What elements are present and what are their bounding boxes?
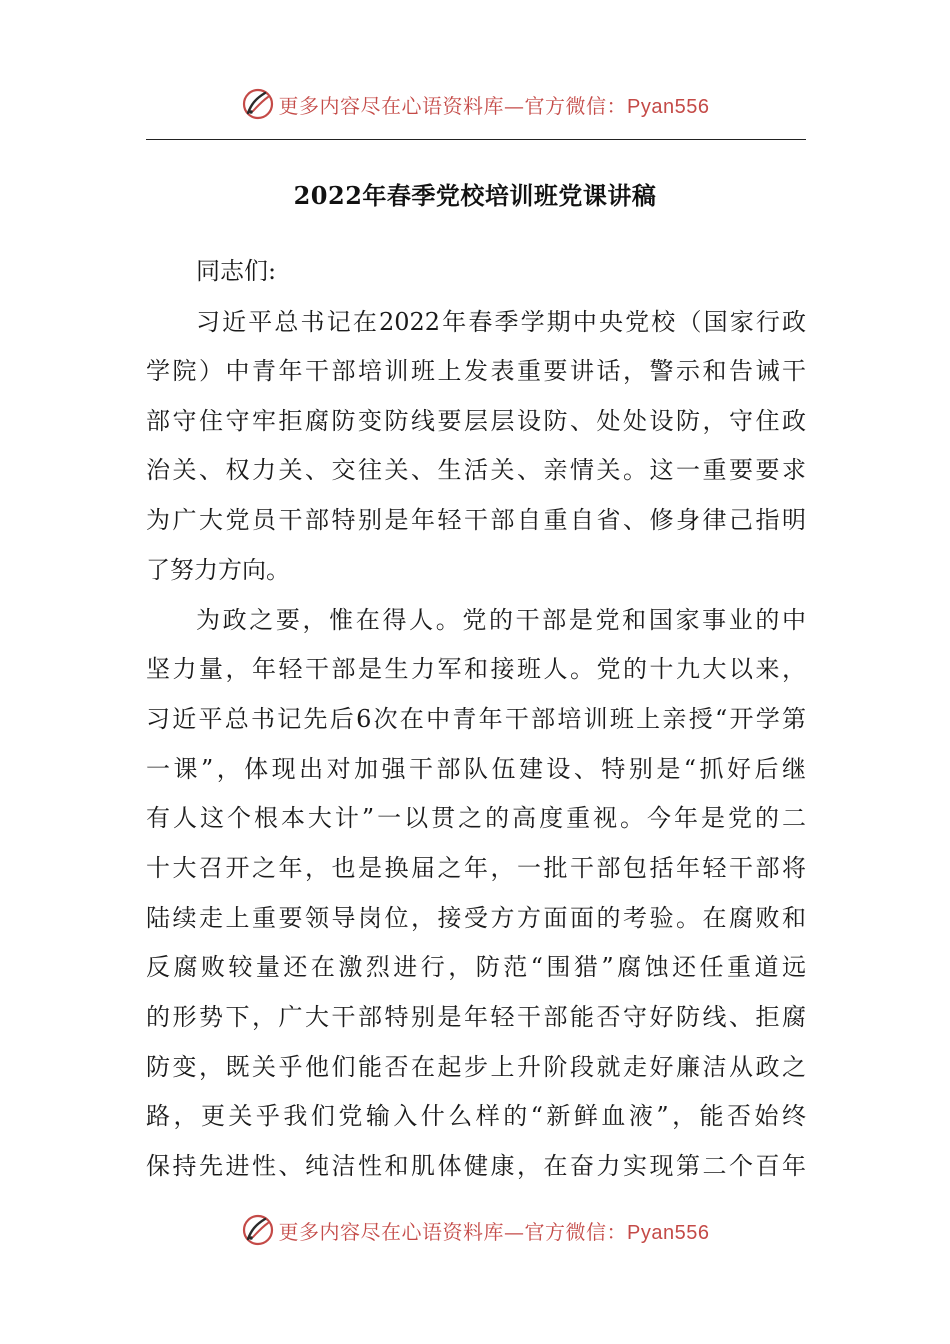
body-line: 学院）中青年干部培训班上发表重要讲话，警示和告诫干 bbox=[146, 357, 806, 385]
body-line: 反腐败较量还在激烈进行，防范“围猎”腐蚀还任重道远 bbox=[146, 953, 806, 981]
banner-wechat-id: Pyan556 bbox=[627, 1221, 710, 1244]
body-line: 保持先进性、纯洁性和肌体健康，在奋力实现第二个百年 bbox=[146, 1152, 806, 1180]
banner-text bbox=[279, 90, 710, 119]
footer-banner bbox=[0, 1210, 950, 1250]
body-line: 了努力方向。 bbox=[146, 556, 290, 584]
banner-main-text: 更多内容尽在心语资料库—官方微信： bbox=[278, 93, 628, 118]
body-line: 十大召开之年，也是换届之年，一批干部包括年轻干部将 bbox=[146, 854, 806, 882]
body-line: 有人这个根本大计”一以贯之的高度重视。今年是党的二 bbox=[146, 804, 806, 832]
body-line: 一课”，体现出对加强干部队伍建设、特别是“抓好后继 bbox=[146, 755, 806, 783]
body-line: 防变，既关乎他们能否在起步上升阶段就走好廉洁从政之 bbox=[146, 1053, 806, 1081]
body-line: 陆续走上重要领导岗位，接受方方面面的考验。在腐败和 bbox=[146, 904, 806, 932]
pen-logo-icon bbox=[241, 1213, 275, 1247]
banner-text bbox=[279, 1216, 710, 1245]
body-line: 治关、权力关、交往关、生活关、亲情关。这一重要要求 bbox=[146, 456, 806, 484]
body-line: 坚力量，年轻干部是生力军和接班人。党的十九大以来， bbox=[146, 655, 806, 683]
body-line: 习近平总书记先后6次在中青年干部培训班上亲授“开学第 bbox=[146, 705, 806, 733]
header-banner bbox=[0, 84, 950, 124]
pen-logo-icon bbox=[241, 87, 275, 121]
body-line: 的形势下，广大干部特别是年轻干部能否守好防线、拒腐 bbox=[146, 1003, 806, 1031]
salutation: 同志们: bbox=[196, 257, 277, 285]
header-divider bbox=[146, 139, 806, 140]
body-line: 部守住守牢拒腐防变防线要层层设防、处处设防，守住政 bbox=[146, 407, 806, 435]
banner-wechat-id: Pyan556 bbox=[627, 95, 710, 118]
document-title: 2022年春季党校培训班党课讲稿 bbox=[293, 181, 657, 210]
body-line: 为广大党员干部特别是年轻干部自重自省、修身律己指明 bbox=[146, 506, 806, 534]
body-line: 习近平总书记在2022年春季学期中央党校（国家行政 bbox=[196, 308, 806, 336]
body-line: 为政之要，惟在得人。党的干部是党和国家事业的中 bbox=[196, 606, 806, 634]
banner-main-text: 更多内容尽在心语资料库—官方微信： bbox=[278, 1219, 628, 1244]
body-line: 路，更关乎我们党输入什么样的“新鲜血液”，能否始终 bbox=[146, 1102, 806, 1130]
